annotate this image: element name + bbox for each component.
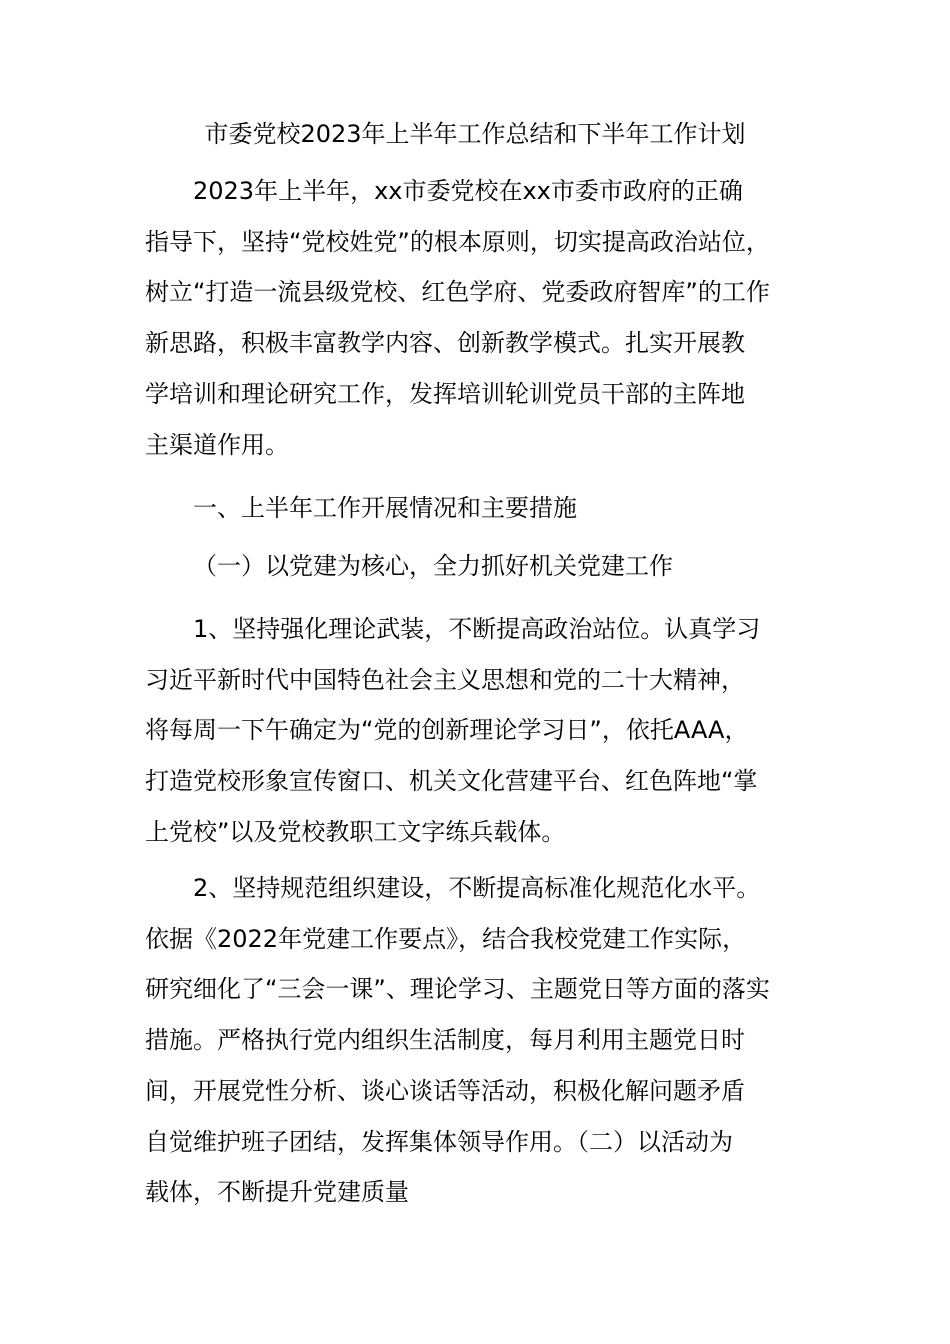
item-paragraph-1: 1、坚持强化理论武装，不断提高政治站位。认真学习 习近平新时代中国特色社会主义思想和党的二十大精神， 将每周一下午确定为“党的创新理论学习日”，依托AAA， 打造党校形象宣传窗口、机关文化营建平台、红色阵地“掌 上党校”以及党校教职工文字练兵载体。: [145, 615, 761, 846]
item-paragraph-2: 2、坚持规范组织建设，不断提高标准化规范化水平。 依据《2022年党建工作要点》，结合我校党建工作实际， 研究细化了“三会一课”、理论学习、主题党日等方面的落实 措施。严格执行党内组织生活制度，每月利用主题党日时 间，开展党性分析、谈心谈话等活动，积极化解问题矛盾 自觉维护班子团结，发挥集体领导作用。（二）以活动为 载体，不断提升党建质量: [145, 874, 770, 1207]
intro-paragraph: 2023年上半年，xx市委党校在xx市委市政府的正确 指导下，坚持“党校姓党”的根本原则，切实提高政治站位， 树立“打造一流县级党校、红色学府、党委政府智库”的工作 新思路，积极丰富教学内容、创新教学模式。扎实开展教 学培训和理论研究工作，发挥培训轮训党员干部的主阵地 主渠道作用。: [145, 177, 770, 459]
subsection-heading-1: （一）以党建为核心，全力抓好机关党建工作: [193, 552, 673, 580]
document-title: 市委党校2023年上半年工作总结和下半年工作计划: [204, 120, 746, 148]
section-heading-1: 一、上半年工作开展情况和主要措施: [193, 494, 577, 522]
